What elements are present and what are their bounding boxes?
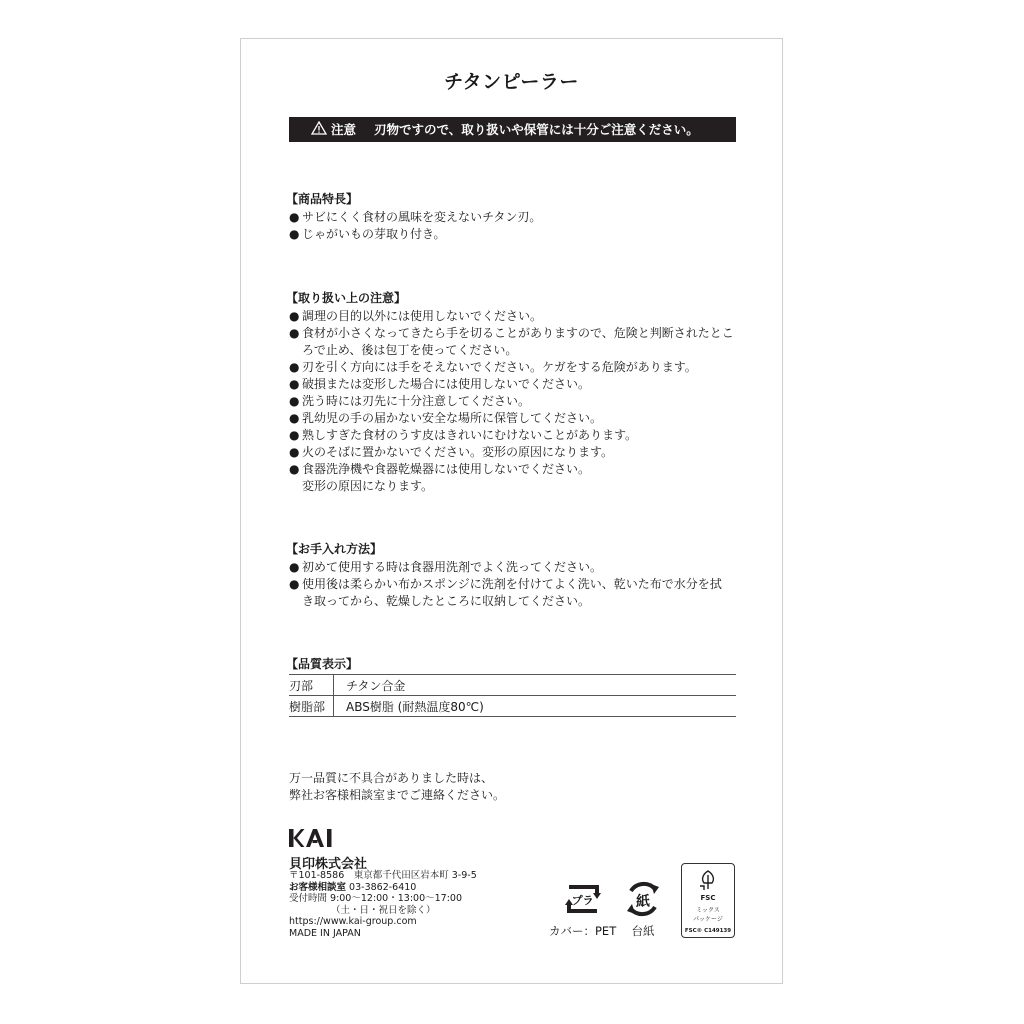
list-item: ● 初めて使用する時は食器用洗剤でよく洗ってください。 <box>289 560 603 574</box>
pla-recycle-icon: プラ <box>563 879 603 919</box>
list-item: ● 破損または変形した場合には使用しないでください。 <box>289 377 591 391</box>
care-heading: 【お手入れ方法】 <box>286 542 383 556</box>
company-hours: 受付時間 9:00〜12:00・13:00〜17:00 <box>289 893 462 905</box>
bullet-icon: ● <box>289 411 300 425</box>
list-item: ● 熟しすぎた食材のうす皮はきれいにむけないことがあります。 <box>289 428 638 442</box>
paper-recycle-mark <box>623 879 663 939</box>
fsc-sub: パッケージ <box>693 916 723 923</box>
bullet-icon: ● <box>289 227 300 241</box>
features-list <box>289 209 541 243</box>
quality-heading: 【品質表示】 <box>286 657 359 671</box>
company-name: 貝印株式会社 <box>289 857 368 872</box>
company-holiday: （土・日・祝日を除く） <box>331 904 436 916</box>
quality-value: ABS樹脂 (耐熱温度80℃) <box>334 696 737 717</box>
bullet-icon: ● <box>289 428 300 442</box>
table-row <box>289 696 736 717</box>
fsc-tree-icon <box>682 869 734 893</box>
quality-value: チタン合金 <box>334 675 737 696</box>
fsc-brand: FSC <box>700 894 716 902</box>
package-back-card <box>240 38 783 984</box>
handling-heading: 【取り扱い上の注意】 <box>286 291 407 305</box>
list-item: ● 食器洗浄機や食器乾燥器には使用しないでください。 変形の原因になります。 <box>289 462 591 493</box>
kai-logo <box>289 829 335 851</box>
company-address-block <box>289 870 477 940</box>
fsc-label <box>681 863 735 938</box>
paper-recycle-icon: 紙 <box>623 879 663 919</box>
bullet-icon: ● <box>289 394 300 408</box>
bullet-icon: ● <box>289 210 300 224</box>
quality-key: 樹脂部 <box>289 696 334 717</box>
quality-key: 刃部 <box>289 675 334 696</box>
bullet-icon: ● <box>289 309 300 323</box>
company-phone: お客様相談室 03-3862-6410 <box>289 881 417 893</box>
table-row <box>289 675 736 696</box>
bullet-icon: ● <box>289 577 300 591</box>
list-item: ● 火のそばに置かないでください。変形の原因になります。 <box>289 445 614 459</box>
bullet-icon: ● <box>289 326 300 340</box>
contact-note: 万一品質に不具合がありました時は、 弊社お客様相談室までご連絡ください。 <box>289 771 506 802</box>
list-item: ● 調理の目的以外には使用しないでください。 <box>289 309 543 323</box>
fsc-license: FSC® C149139 <box>684 928 732 934</box>
list-item: ● サビにくく食材の風味を変えないチタン刃。 <box>289 210 542 224</box>
warning-text: 刃物ですので、取り扱いや保管には十分ご注意ください。 <box>374 122 699 137</box>
warning-banner <box>289 117 736 142</box>
care-list <box>289 559 722 610</box>
list-item: ● 食材が小さくなってきたら手を切ることがありますので、危険と判断されたとこ ろで止め、後は包丁を使ってください。 <box>289 326 734 357</box>
product-title: チタンピーラー <box>444 71 579 93</box>
company-address: 〒101-8586 東京都千代田区岩本町 3-9-5 <box>289 870 477 881</box>
pla-label: カバー：PET <box>549 924 617 938</box>
company-url: https://www.kai-group.com <box>289 916 417 928</box>
origin-label: MADE IN JAPAN <box>289 927 361 939</box>
list-item: ● 洗う時には刃先に十分注意してください。 <box>289 394 531 408</box>
bullet-icon: ● <box>289 377 300 391</box>
paper-label: 台紙 <box>631 924 655 938</box>
quality-table <box>289 674 736 717</box>
bullet-icon: ● <box>289 360 300 374</box>
bullet-icon: ● <box>289 560 300 574</box>
list-item: ● じゃがいもの芽取り付き。 <box>289 227 446 241</box>
warning-label: 注意 <box>331 122 357 137</box>
list-item: ● 乳幼児の手の届かない安全な場所に保管してください。 <box>289 411 603 425</box>
handling-list <box>289 308 734 495</box>
features-heading: 【商品特長】 <box>286 192 359 206</box>
list-item: ● 使用後は柔らかい布かスポンジに洗剤を付けてよく洗い、乾いた布で水分を拭 き取ってから、乾燥したところに収納してください。 <box>289 577 722 608</box>
bullet-icon: ● <box>289 445 300 459</box>
list-item: ● 刃を引く方向には手をそえないでください。ケガをする危険があります。 <box>289 360 697 374</box>
bullet-icon: ● <box>289 462 300 476</box>
fsc-kind: ミックス <box>696 907 720 914</box>
warning-triangle-icon <box>311 118 327 143</box>
pla-recycle-mark <box>549 879 616 939</box>
